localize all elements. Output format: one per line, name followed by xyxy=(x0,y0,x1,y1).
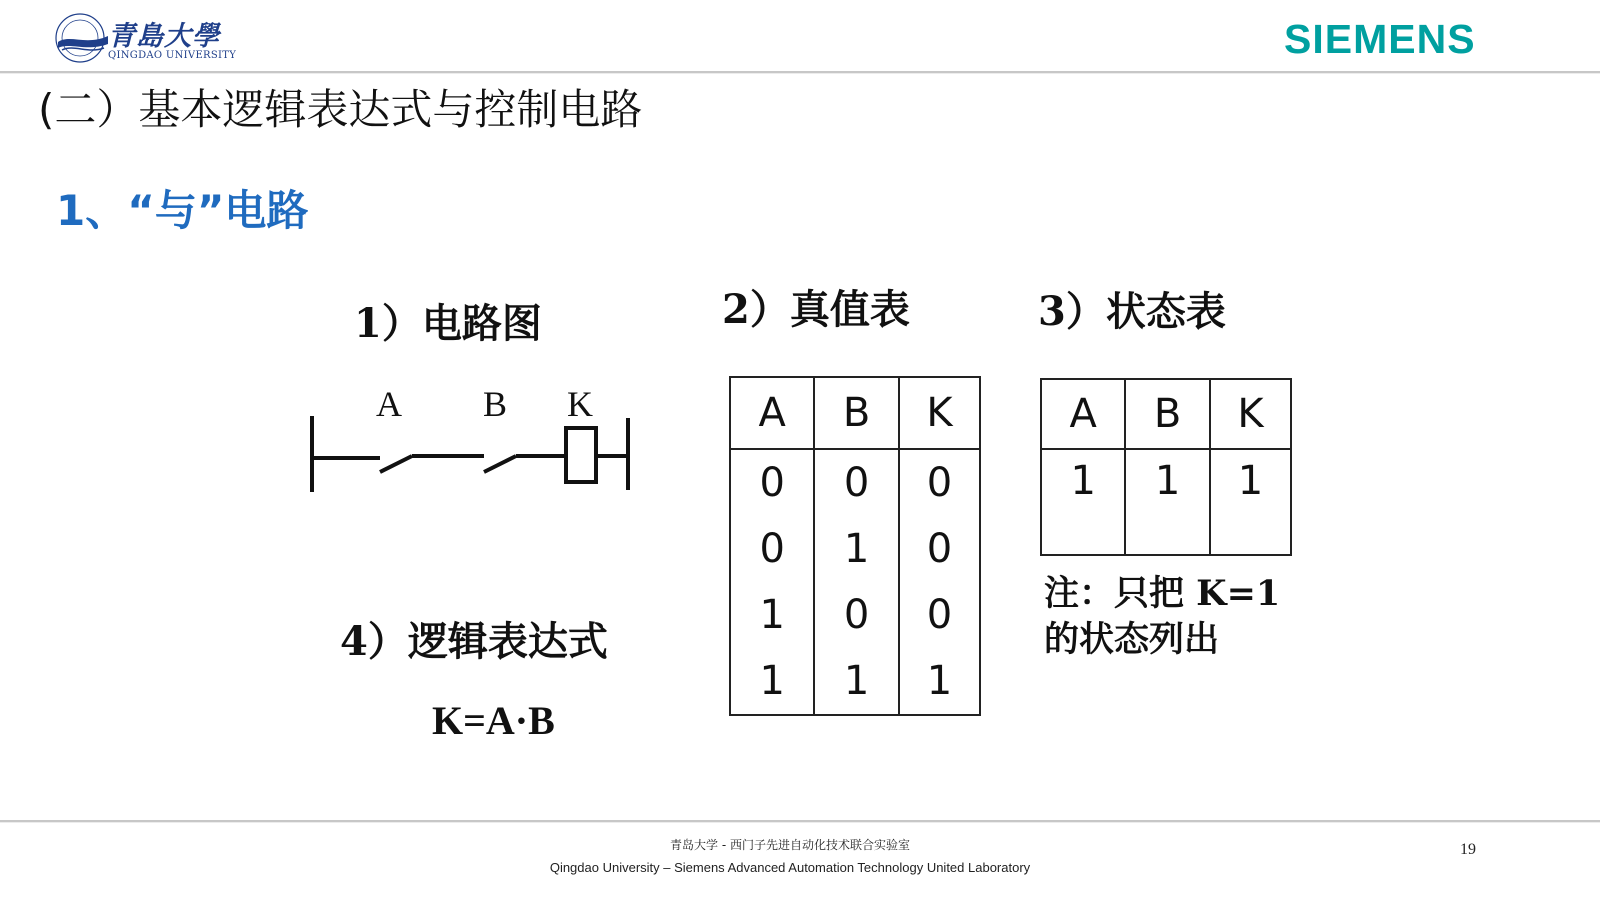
column-header: B xyxy=(814,377,899,449)
coil-k-symbol xyxy=(566,428,596,482)
column-header: K xyxy=(1210,379,1291,449)
page-number: 19 xyxy=(1460,841,1476,858)
state-table-note: 注：只把 K=1 xyxy=(1044,573,1281,614)
university-name-cn: 青島大學 xyxy=(108,21,220,52)
footer-divider xyxy=(0,820,1600,822)
university-emblem-icon xyxy=(52,12,112,64)
table-cell: 0 xyxy=(730,449,814,516)
table-cell: 0 xyxy=(814,582,899,648)
table-header-row xyxy=(1041,379,1291,449)
footer-lab-name-cn: 青岛大学 - 西门子先进自动化技术联合实验室 xyxy=(670,838,910,852)
table-cell: 1 xyxy=(730,648,814,715)
table-cell: 0 xyxy=(899,582,980,648)
column-header: A xyxy=(1041,379,1125,449)
table-row xyxy=(730,449,980,516)
column-header: B xyxy=(1125,379,1210,449)
siemens-logo: SIEMENS xyxy=(1284,16,1476,62)
table-cell: 0 xyxy=(730,516,814,582)
table-header-row xyxy=(730,377,980,449)
truth-table xyxy=(729,376,981,716)
table-cell: 1 xyxy=(730,582,814,648)
table-cell: 1 xyxy=(899,648,980,715)
state-table-heading: 3）状态表 xyxy=(1038,288,1226,335)
header-divider xyxy=(0,71,1600,73)
expression-heading: 4）逻辑表达式 xyxy=(340,618,608,665)
table-cell: 1 xyxy=(814,516,899,582)
table-cell: 0 xyxy=(899,516,980,582)
circuit-heading: 1）电路图 xyxy=(354,300,542,347)
table-cell: 1 xyxy=(1041,449,1125,555)
section-title: 1、“与”电路 xyxy=(56,186,309,235)
contact-b-label: B xyxy=(483,384,508,424)
contact-a-blade xyxy=(380,456,412,472)
footer-lab-name-en: Qingdao University – Siemens Advanced Automation Technology United Laboratory xyxy=(549,860,1031,875)
university-name-en: QINGDAO UNIVERSITY xyxy=(108,50,237,61)
and-circuit-diagram xyxy=(300,410,650,500)
table-cell: 1 xyxy=(1210,449,1291,555)
contact-b-blade xyxy=(484,456,516,472)
state-table-note-continued: 的状态列出 xyxy=(1044,619,1220,660)
table-cell: 0 xyxy=(814,449,899,516)
state-table xyxy=(1040,378,1292,556)
table-row xyxy=(730,582,980,648)
truth-table-heading: 2）真值表 xyxy=(722,286,910,333)
contact-a-label: A xyxy=(376,384,402,424)
coil-k-label: K xyxy=(567,384,593,424)
column-header: A xyxy=(730,377,814,449)
logic-expression: K=A·B xyxy=(432,698,555,743)
table-row xyxy=(730,648,980,715)
table-cell: 1 xyxy=(814,648,899,715)
table-cell: 0 xyxy=(899,449,980,516)
table-row xyxy=(1041,449,1291,555)
page-title: (二）基本逻辑表达式与控制电路 xyxy=(38,85,643,134)
table-cell: 1 xyxy=(1125,449,1210,555)
column-header: K xyxy=(899,377,980,449)
table-row xyxy=(730,516,980,582)
